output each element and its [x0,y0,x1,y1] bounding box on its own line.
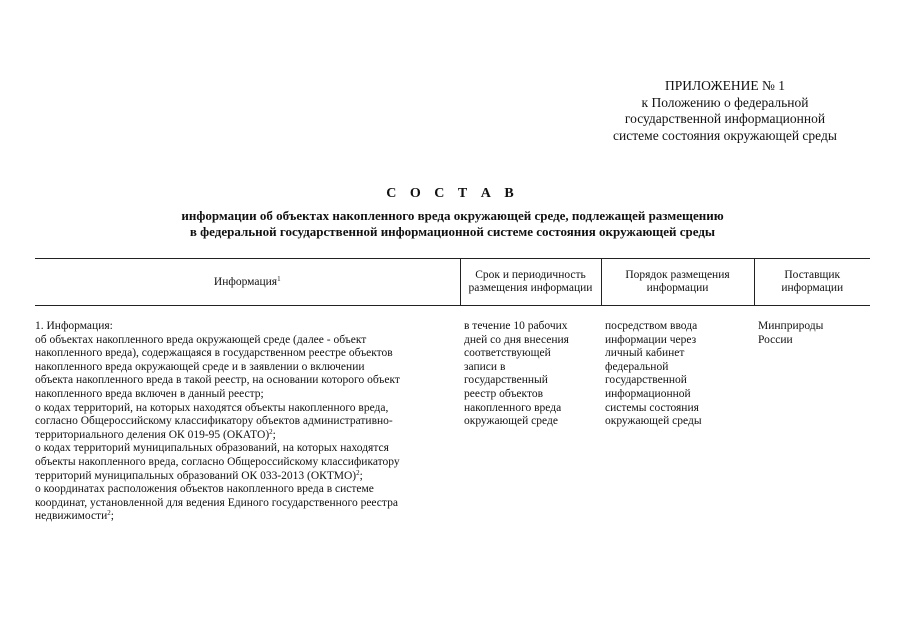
supplier-line: Минприроды [758,320,824,332]
order-line: информационной [605,387,691,400]
table-row [35,306,870,524]
supplier-line: России [758,333,793,346]
term-line: реестр объектов [464,387,543,400]
cell-supplier [754,306,870,524]
cell-term [460,306,601,524]
table-header-row [35,259,870,306]
info-line: 1. Информация: [35,320,113,332]
term-line: окружающей среде [464,415,558,428]
term-line: записи в [464,360,506,373]
order-line: федеральной [605,360,669,373]
header-supplier: Поставщик информации [754,259,870,306]
order-line: государственной [605,374,687,387]
order-line: системы состояния [605,401,699,414]
info-line: о кодах территорий, на которых находятся объекты накопленного вреда, [35,401,389,414]
info-line: накопленного вреда окружающей среде и в заявлении о включении [35,360,365,373]
order-line: личный кабинет [605,347,685,360]
appendix-ref-line: системе состояния окружающей среды [613,127,837,143]
term-line: государственный [464,374,548,387]
term-line: накопленного вреда [464,401,562,414]
info-line: объекты накопленного вреда, согласно Общероссийскому классификатору [35,455,400,468]
appendix-ref-line: государственной информационной [624,111,826,126]
info-line: координат, установленной для ведения Единого государственного реестра [35,496,398,509]
subtitle-line: в федеральной государственной информационной системе состояния окружающей среды [189,224,716,239]
order-line: окружающей среды [605,415,702,428]
order-line: информации через [605,333,697,346]
info-line: накопленного вреда), содержащаяся в государственном реестре объектов [35,347,393,360]
cell-info [35,306,460,524]
info-line: территориального деления ОК 019-95 (ОКАТО)$^2$; [35,427,276,441]
info-line: территорий муниципальных образований ОК 033-2013 (ОКТМО)$^2$; [35,468,363,482]
term-line: дней со дня внесения [464,333,569,346]
info-line: объекта накопленного вреда в такой реестр, на основании которого объект [35,374,400,387]
header-order: Порядок размещения информации [601,259,754,306]
info-line: о кодах территорий муниципальных образований, на которых находятся [35,442,389,455]
order-line: посредством ввода [605,320,698,332]
info-line: об объектах накопленного вреда окружающей среде (далее - объект [35,333,367,346]
header-term: Срок и периодичность размещения информации [460,259,601,306]
document-subtitle [0,208,905,240]
appendix-header [595,78,855,144]
appendix-ref-line: к Положению о федеральной [641,94,809,110]
info-line: недвижимости$^2$; [35,509,114,523]
info-line: согласно Общероссийскому классификатору объектов административно- [35,415,393,428]
subtitle-line: информации об объектах накопленного вреда окружающей среде, подлежащей размещению [181,208,724,223]
document-title: С О С Т А В [386,186,519,201]
composition-table [35,258,870,524]
info-line: накопленного вреда включен в данный реестр; [35,387,264,400]
info-line: о координатах расположения объектов накопленного вреда в системе [35,483,374,496]
cell-order [601,306,754,524]
header-info: Информация$^1$ [35,259,460,306]
appendix-number: ПРИЛОЖЕНИЕ № 1 [664,78,786,93]
term-line: в течение 10 рабочих [464,320,568,332]
term-line: соответствующей [464,347,551,360]
